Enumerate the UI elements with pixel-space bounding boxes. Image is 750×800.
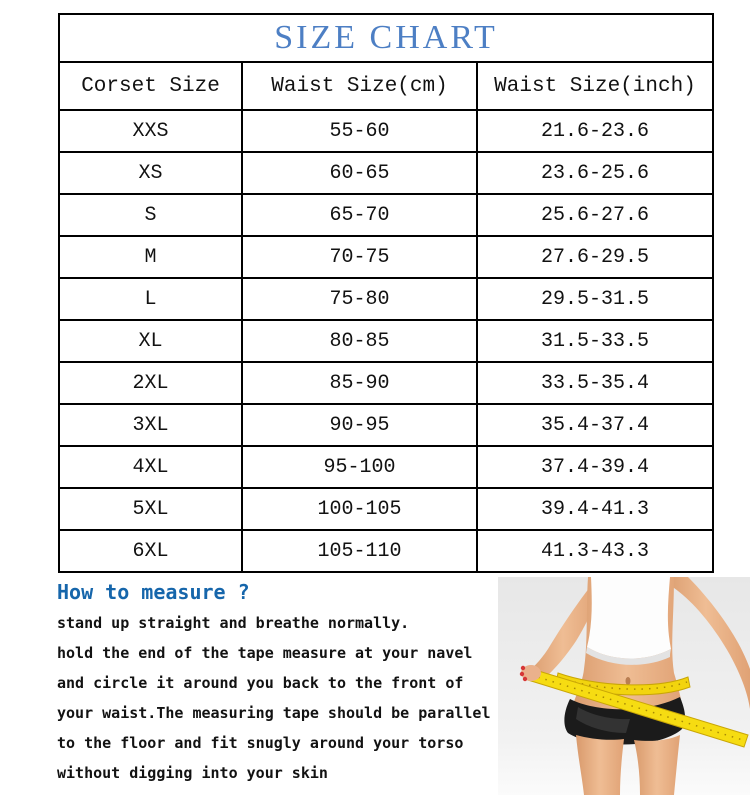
table-row [59, 236, 713, 278]
cm-cell: 70-75 [242, 236, 477, 278]
size-cell: XL [59, 320, 242, 362]
inch-cell: 25.6-27.6 [477, 194, 713, 236]
cm-cell: 100-105 [242, 488, 477, 530]
col-header-waist-inch: Waist Size(inch) [477, 62, 713, 110]
table-row [59, 110, 713, 152]
title-row [59, 14, 713, 62]
size-cell: S [59, 194, 242, 236]
size-cell: M [59, 236, 242, 278]
table-row [59, 194, 713, 236]
cm-cell: 75-80 [242, 278, 477, 320]
how-to-measure-heading: How to measure ? [57, 580, 250, 604]
how-to-measure-section [57, 576, 497, 788]
cm-cell: 80-85 [242, 320, 477, 362]
inch-cell: 37.4-39.4 [477, 446, 713, 488]
col-header-waist-cm: Waist Size(cm) [242, 62, 477, 110]
inch-cell: 27.6-29.5 [477, 236, 713, 278]
cm-cell: 60-65 [242, 152, 477, 194]
table-row [59, 278, 713, 320]
size-cell: XXS [59, 110, 242, 152]
measure-instruction-line: stand up straight and breathe normally. [57, 614, 410, 632]
inch-cell: 29.5-31.5 [477, 278, 713, 320]
inch-cell: 35.4-37.4 [477, 404, 713, 446]
woman-measuring-waist-photo [498, 577, 750, 795]
size-cell: L [59, 278, 242, 320]
inch-cell: 23.6-25.6 [477, 152, 713, 194]
inch-cell: 41.3-43.3 [477, 530, 713, 572]
size-cell: 5XL [59, 488, 242, 530]
size-cell: 4XL [59, 446, 242, 488]
measuring-photo-graphic [498, 577, 750, 795]
table-row [59, 152, 713, 194]
measure-instruction-line: to the floor and fit snugly around your torso [57, 734, 464, 752]
header-row [59, 62, 713, 110]
inch-cell: 31.5-33.5 [477, 320, 713, 362]
chart-title: SIZE CHART [59, 14, 713, 62]
measure-instruction-line: and circle it around you back to the front of [57, 674, 464, 692]
size-cell: 3XL [59, 404, 242, 446]
inch-cell: 33.5-35.4 [477, 362, 713, 404]
col-header-corset-size: Corset Size [59, 62, 242, 110]
measure-instruction-line: hold the end of the tape measure at your navel [57, 644, 473, 662]
table-row [59, 362, 713, 404]
size-cell: 6XL [59, 530, 242, 572]
measure-instruction-line: your waist.The measuring tape should be parallel [57, 704, 491, 722]
size-cell: 2XL [59, 362, 242, 404]
table-row [59, 320, 713, 362]
table-row [59, 446, 713, 488]
cm-cell: 55-60 [242, 110, 477, 152]
size-chart-table [58, 13, 714, 573]
size-cell: XS [59, 152, 242, 194]
cm-cell: 95-100 [242, 446, 477, 488]
measure-instruction-line: without digging into your skin [57, 764, 328, 782]
inch-cell: 39.4-41.3 [477, 488, 713, 530]
cm-cell: 105-110 [242, 530, 477, 572]
cm-cell: 65-70 [242, 194, 477, 236]
table-row [59, 488, 713, 530]
table-row [59, 404, 713, 446]
cm-cell: 85-90 [242, 362, 477, 404]
table-row [59, 530, 713, 572]
inch-cell: 21.6-23.6 [477, 110, 713, 152]
cm-cell: 90-95 [242, 404, 477, 446]
